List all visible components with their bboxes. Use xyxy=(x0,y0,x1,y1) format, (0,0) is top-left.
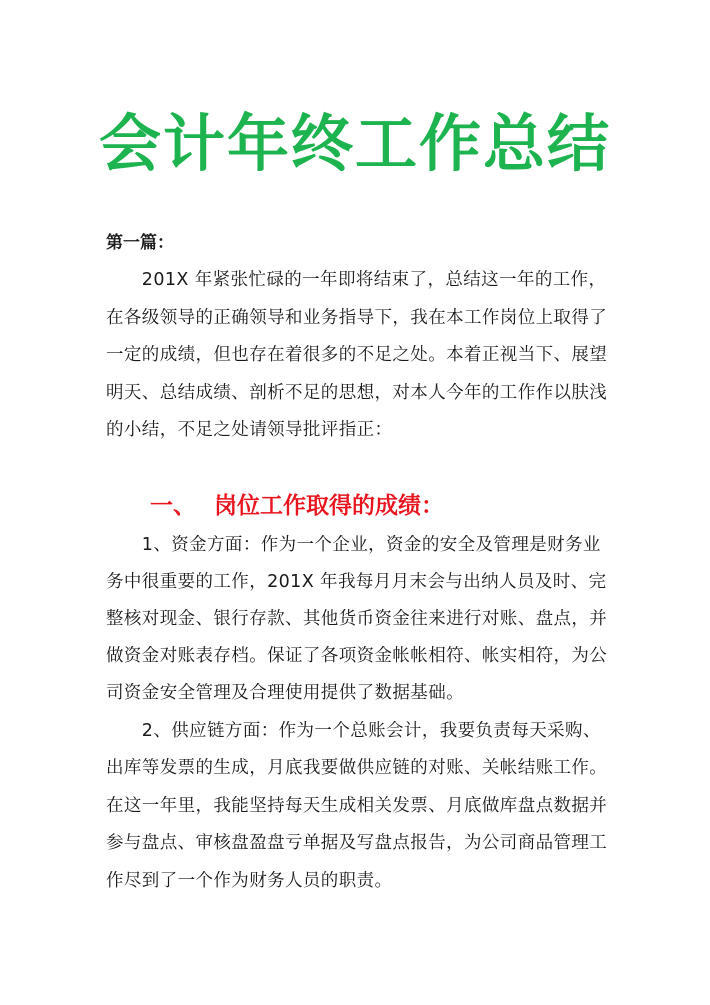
document-title: 会计年终工作总结 xyxy=(98,107,611,180)
heading-text: 岗位工作取得的成绩： xyxy=(214,493,444,519)
item2-line: 在这一年里，我能坚持每天生成相关发票、月底做库盘点数据并 xyxy=(106,796,608,816)
section-label: 第一篇： xyxy=(106,233,174,253)
item2-line: 2、供应链方面：作为一个总账会计，我要负责每天采购、 xyxy=(106,721,601,741)
item2-line: 出库等发票的生成，月底我要做供应链的对账、关帐结账工作。 xyxy=(106,758,608,778)
intro-line: 明天、总结成绩、剖析不足的思想，对本人今年的工作作以肤浅 xyxy=(106,383,608,403)
item1-line: 做资金对账表存档。保证了各项资金帐帐相符、帐实相符，为公 xyxy=(106,646,608,666)
intro-line: 在各级领导的正确领导和业务指导下，我在本工作岗位上取得了 xyxy=(106,308,608,328)
item2-line: 参与盘点、审核盘盈盘亏单据及写盘点报告，为公司商品管理工 xyxy=(106,833,608,853)
item1-line: 务中很重要的工作，201X 年我每月月末会与出纳人员及时、完 xyxy=(106,572,607,592)
item2-line: 作尽到了一个作为财务人员的职责。 xyxy=(106,871,393,891)
heading-number: 一、 xyxy=(150,493,196,519)
intro-line: 的小结，不足之处请领导批评指正： xyxy=(106,420,393,440)
intro-line: 一定的成绩，但也存在着很多的不足之处。本着正视当下、展望 xyxy=(106,345,608,365)
item1-line: 1、资金方面：作为一个企业，资金的安全及管理是财务业 xyxy=(106,535,601,555)
intro-line: 201X 年紧张忙碌的一年即将结束了，总结这一年的工作， xyxy=(106,270,607,290)
section-heading xyxy=(150,491,444,521)
item1-line: 整核对现金、银行存款、其他货币资金往来进行对账、盘点，并 xyxy=(106,609,608,629)
item1-line: 司资金安全管理及合理使用提供了数据基础。 xyxy=(106,683,464,703)
